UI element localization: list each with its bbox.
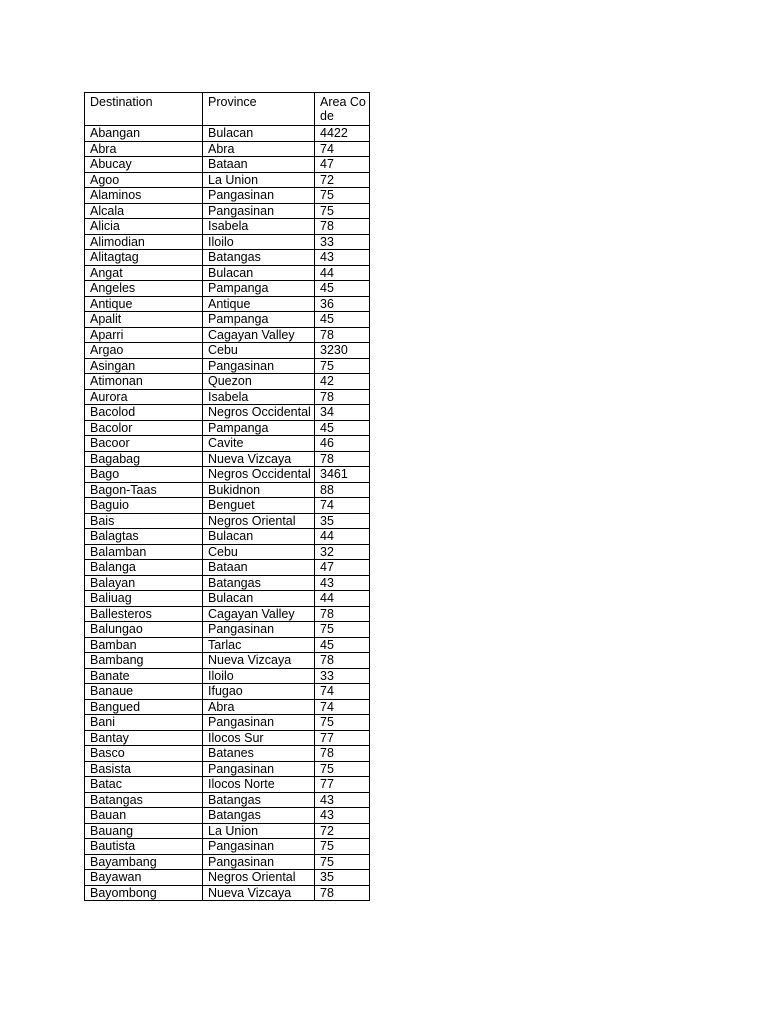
cell-province: Batangas [203, 792, 315, 808]
cell-province: Iloilo [203, 234, 315, 250]
cell-destination: Banate [85, 668, 203, 684]
cell-area-code: 78 [315, 389, 370, 405]
cell-destination: Bayombong [85, 885, 203, 901]
table-row [85, 684, 370, 700]
cell-area-code: 45 [315, 637, 370, 653]
cell-province: Batangas [203, 250, 315, 266]
cell-destination: Abangan [85, 126, 203, 142]
cell-destination: Abucay [85, 157, 203, 173]
cell-province: Bulacan [203, 591, 315, 607]
cell-destination: Atimonan [85, 374, 203, 390]
cell-destination: Bani [85, 715, 203, 731]
cell-province: Bulacan [203, 126, 315, 142]
table-row [85, 513, 370, 529]
cell-province: Bukidnon [203, 482, 315, 498]
cell-destination: Bacolod [85, 405, 203, 421]
cell-province: Cavite [203, 436, 315, 452]
cell-destination: Bambang [85, 653, 203, 669]
table-row [85, 126, 370, 142]
cell-province: Nueva Vizcaya [203, 451, 315, 467]
table-row [85, 544, 370, 560]
cell-area-code: 34 [315, 405, 370, 421]
cell-destination: Bacoor [85, 436, 203, 452]
header-destination: Destination [85, 93, 203, 126]
cell-area-code: 45 [315, 312, 370, 328]
cell-destination: Alicia [85, 219, 203, 235]
cell-area-code: 78 [315, 451, 370, 467]
cell-area-code: 78 [315, 606, 370, 622]
cell-area-code: 43 [315, 792, 370, 808]
table-row [85, 699, 370, 715]
cell-province: Pangasinan [203, 839, 315, 855]
cell-destination: Bacolor [85, 420, 203, 436]
cell-destination: Bautista [85, 839, 203, 855]
cell-province: Abra [203, 141, 315, 157]
cell-destination: Argao [85, 343, 203, 359]
cell-destination: Balayan [85, 575, 203, 591]
cell-province: Iloilo [203, 668, 315, 684]
cell-province: Abra [203, 699, 315, 715]
table-row [85, 296, 370, 312]
cell-area-code: 32 [315, 544, 370, 560]
cell-province: Bataan [203, 560, 315, 576]
cell-province: Bulacan [203, 265, 315, 281]
cell-area-code: 78 [315, 653, 370, 669]
cell-province: Negros Occidental [203, 405, 315, 421]
cell-destination: Balanga [85, 560, 203, 576]
cell-area-code: 75 [315, 854, 370, 870]
cell-province: Benguet [203, 498, 315, 514]
cell-destination: Alitagtag [85, 250, 203, 266]
cell-province: Isabela [203, 219, 315, 235]
cell-province: Tarlac [203, 637, 315, 653]
cell-province: Negros Oriental [203, 513, 315, 529]
cell-province: Cagayan Valley [203, 327, 315, 343]
table-row [85, 374, 370, 390]
table-row [85, 622, 370, 638]
cell-province: Negros Occidental [203, 467, 315, 483]
cell-destination: Ballesteros [85, 606, 203, 622]
table-row [85, 777, 370, 793]
table-row [85, 730, 370, 746]
cell-area-code: 36 [315, 296, 370, 312]
cell-province: Ilocos Sur [203, 730, 315, 746]
cell-province: Pangasinan [203, 203, 315, 219]
cell-province: Nueva Vizcaya [203, 653, 315, 669]
cell-area-code: 78 [315, 327, 370, 343]
table-row [85, 668, 370, 684]
table-row [85, 653, 370, 669]
cell-destination: Apalit [85, 312, 203, 328]
cell-destination: Angeles [85, 281, 203, 297]
cell-area-code: 74 [315, 684, 370, 700]
cell-area-code: 46 [315, 436, 370, 452]
table-row [85, 854, 370, 870]
table-row [85, 343, 370, 359]
cell-province: Quezon [203, 374, 315, 390]
cell-province: Bulacan [203, 529, 315, 545]
table-row [85, 870, 370, 886]
cell-destination: Baguio [85, 498, 203, 514]
cell-province: Pangasinan [203, 854, 315, 870]
table-row [85, 389, 370, 405]
cell-area-code: 3461 [315, 467, 370, 483]
cell-destination: Aparri [85, 327, 203, 343]
table-row [85, 792, 370, 808]
table-row [85, 560, 370, 576]
table-row [85, 358, 370, 374]
cell-area-code: 74 [315, 498, 370, 514]
cell-area-code: 47 [315, 157, 370, 173]
table-row [85, 498, 370, 514]
cell-province: La Union [203, 823, 315, 839]
cell-province: Cebu [203, 544, 315, 560]
cell-province: Batanes [203, 746, 315, 762]
cell-destination: Bagabag [85, 451, 203, 467]
cell-destination: Batac [85, 777, 203, 793]
cell-destination: Asingan [85, 358, 203, 374]
cell-destination: Baliuag [85, 591, 203, 607]
cell-destination: Bangued [85, 699, 203, 715]
cell-area-code: 78 [315, 746, 370, 762]
table-row [85, 823, 370, 839]
cell-destination: Agoo [85, 172, 203, 188]
table-row [85, 591, 370, 607]
table-row [85, 885, 370, 901]
cell-area-code: 43 [315, 808, 370, 824]
cell-province: Bataan [203, 157, 315, 173]
cell-province: Pampanga [203, 281, 315, 297]
cell-province: Batangas [203, 808, 315, 824]
cell-area-code: 78 [315, 219, 370, 235]
cell-destination: Batangas [85, 792, 203, 808]
cell-area-code: 44 [315, 591, 370, 607]
cell-destination: Alcala [85, 203, 203, 219]
cell-province: Pangasinan [203, 622, 315, 638]
cell-destination: Balagtas [85, 529, 203, 545]
cell-destination: Alaminos [85, 188, 203, 204]
table-row [85, 467, 370, 483]
table-body [85, 126, 370, 901]
table-row [85, 808, 370, 824]
cell-destination: Alimodian [85, 234, 203, 250]
table-row [85, 761, 370, 777]
cell-province: Negros Oriental [203, 870, 315, 886]
cell-province: Pangasinan [203, 358, 315, 374]
table-row [85, 637, 370, 653]
cell-area-code: 75 [315, 188, 370, 204]
table-row [85, 157, 370, 173]
table-row [85, 327, 370, 343]
cell-area-code: 88 [315, 482, 370, 498]
table-row [85, 436, 370, 452]
cell-area-code: 77 [315, 730, 370, 746]
table-row [85, 575, 370, 591]
table-row [85, 234, 370, 250]
table-row [85, 312, 370, 328]
cell-province: Nueva Vizcaya [203, 885, 315, 901]
cell-area-code: 43 [315, 250, 370, 266]
table-row [85, 219, 370, 235]
cell-destination: Basista [85, 761, 203, 777]
cell-area-code: 4422 [315, 126, 370, 142]
cell-area-code: 72 [315, 172, 370, 188]
table-row [85, 451, 370, 467]
cell-destination: Bantay [85, 730, 203, 746]
cell-destination: Bauang [85, 823, 203, 839]
cell-area-code: 43 [315, 575, 370, 591]
cell-area-code: 45 [315, 281, 370, 297]
cell-province: Pangasinan [203, 188, 315, 204]
cell-destination: Balamban [85, 544, 203, 560]
header-province: Province [203, 93, 315, 126]
cell-province: Ilocos Norte [203, 777, 315, 793]
cell-area-code: 44 [315, 529, 370, 545]
cell-province: Pangasinan [203, 715, 315, 731]
cell-area-code: 75 [315, 761, 370, 777]
cell-area-code: 74 [315, 699, 370, 715]
cell-area-code: 75 [315, 203, 370, 219]
area-code-table [84, 92, 370, 901]
cell-area-code: 75 [315, 715, 370, 731]
table-row [85, 265, 370, 281]
cell-destination: Bagon-Taas [85, 482, 203, 498]
cell-area-code: 75 [315, 622, 370, 638]
cell-area-code: 35 [315, 513, 370, 529]
cell-destination: Basco [85, 746, 203, 762]
cell-area-code: 72 [315, 823, 370, 839]
cell-province: Ifugao [203, 684, 315, 700]
table-row [85, 420, 370, 436]
cell-area-code: 47 [315, 560, 370, 576]
table-row [85, 715, 370, 731]
table-row [85, 405, 370, 421]
table-row [85, 746, 370, 762]
cell-province: Pangasinan [203, 761, 315, 777]
cell-destination: Bayambang [85, 854, 203, 870]
cell-province: Antique [203, 296, 315, 312]
cell-destination: Bago [85, 467, 203, 483]
cell-destination: Aurora [85, 389, 203, 405]
cell-destination: Banaue [85, 684, 203, 700]
cell-province: Pampanga [203, 420, 315, 436]
cell-province: Cagayan Valley [203, 606, 315, 622]
table-row [85, 203, 370, 219]
cell-destination: Bais [85, 513, 203, 529]
cell-destination: Angat [85, 265, 203, 281]
table-row [85, 281, 370, 297]
cell-destination: Abra [85, 141, 203, 157]
cell-destination: Antique [85, 296, 203, 312]
cell-destination: Balungao [85, 622, 203, 638]
cell-destination: Bamban [85, 637, 203, 653]
cell-province: La Union [203, 172, 315, 188]
cell-province: Cebu [203, 343, 315, 359]
header-area-code: Area Code [315, 93, 370, 126]
table-row [85, 141, 370, 157]
cell-area-code: 45 [315, 420, 370, 436]
table-header-row [85, 93, 370, 126]
table-row [85, 482, 370, 498]
cell-area-code: 42 [315, 374, 370, 390]
cell-area-code: 44 [315, 265, 370, 281]
cell-province: Batangas [203, 575, 315, 591]
cell-area-code: 35 [315, 870, 370, 886]
cell-area-code: 3230 [315, 343, 370, 359]
table-row [85, 606, 370, 622]
cell-area-code: 33 [315, 668, 370, 684]
cell-area-code: 75 [315, 358, 370, 374]
cell-province: Isabela [203, 389, 315, 405]
cell-destination: Bauan [85, 808, 203, 824]
table-row [85, 529, 370, 545]
cell-area-code: 33 [315, 234, 370, 250]
cell-province: Pampanga [203, 312, 315, 328]
cell-area-code: 78 [315, 885, 370, 901]
cell-area-code: 74 [315, 141, 370, 157]
table-row [85, 188, 370, 204]
cell-area-code: 77 [315, 777, 370, 793]
table-row [85, 839, 370, 855]
cell-area-code: 75 [315, 839, 370, 855]
table-row [85, 172, 370, 188]
table-row [85, 250, 370, 266]
cell-destination: Bayawan [85, 870, 203, 886]
